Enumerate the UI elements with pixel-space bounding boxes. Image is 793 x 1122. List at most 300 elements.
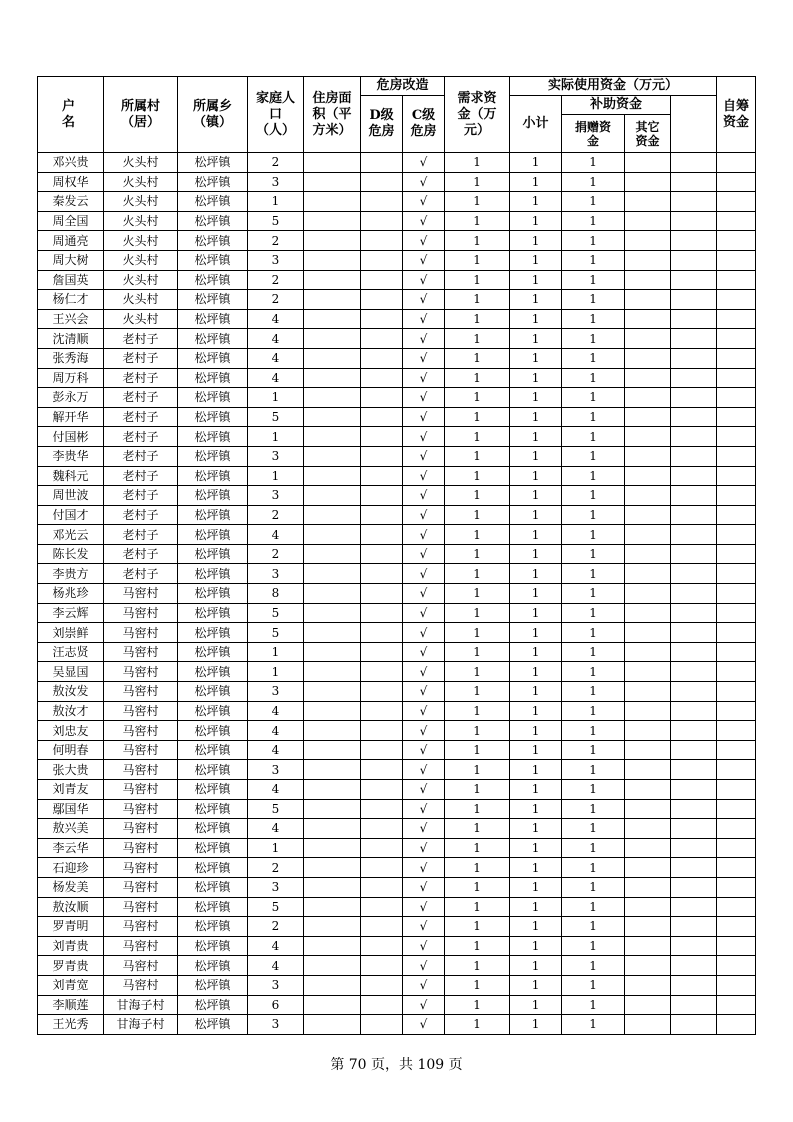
- cell-remarks: [717, 995, 756, 1015]
- cell-c-level: √: [403, 642, 445, 662]
- cell-other: [625, 780, 671, 800]
- cell-need-funds: 1: [445, 329, 510, 349]
- cell-population: 8: [248, 584, 304, 604]
- cell-area: [304, 584, 361, 604]
- cell-c-level: √: [403, 446, 445, 466]
- cell-other: [625, 799, 671, 819]
- cell-remarks: [717, 231, 756, 251]
- cell-donation: 1: [562, 760, 625, 780]
- cell-village: 火头村: [104, 270, 178, 290]
- cell-d-level: [361, 956, 403, 976]
- cell-donation: 1: [562, 721, 625, 741]
- cell-remarks: [717, 1015, 756, 1035]
- cell-population: 1: [248, 427, 304, 447]
- cell-donation: 1: [562, 858, 625, 878]
- cell-other: [625, 682, 671, 702]
- cell-other: [625, 192, 671, 212]
- cell-need-funds: 1: [445, 858, 510, 878]
- cell-c-level: √: [403, 897, 445, 917]
- cell-d-level: [361, 584, 403, 604]
- table-row: [38, 505, 756, 525]
- cell-d-level: [361, 1015, 403, 1035]
- cell-population: 3: [248, 250, 304, 270]
- cell-area: [304, 368, 361, 388]
- cell-remarks: [717, 917, 756, 937]
- table-row: [38, 662, 756, 682]
- cell-town: 松坪镇: [178, 642, 248, 662]
- cell-self-raised: [671, 917, 717, 937]
- cell-need-funds: 1: [445, 838, 510, 858]
- cell-town: 松坪镇: [178, 250, 248, 270]
- cell-area: [304, 486, 361, 506]
- table-row: [38, 623, 756, 643]
- cell-need-funds: 1: [445, 525, 510, 545]
- cell-donation: 1: [562, 329, 625, 349]
- cell-village: 火头村: [104, 309, 178, 329]
- cell-c-level: √: [403, 192, 445, 212]
- cell-c-level: √: [403, 250, 445, 270]
- cell-population: 2: [248, 231, 304, 251]
- cell-need-funds: 1: [445, 682, 510, 702]
- cell-village: 马窖村: [104, 877, 178, 897]
- cell-town: 松坪镇: [178, 368, 248, 388]
- cell-village: 甘海子村: [104, 1015, 178, 1035]
- cell-town: 松坪镇: [178, 662, 248, 682]
- table-row: [38, 799, 756, 819]
- cell-name: 刘青友: [38, 780, 104, 800]
- cell-remarks: [717, 956, 756, 976]
- cell-population: 3: [248, 760, 304, 780]
- cell-remarks: [717, 721, 756, 741]
- cell-population: 4: [248, 780, 304, 800]
- cell-population: 4: [248, 309, 304, 329]
- cell-self-raised: [671, 740, 717, 760]
- cell-need-funds: 1: [445, 642, 510, 662]
- cell-need-funds: 1: [445, 290, 510, 310]
- cell-town: 松坪镇: [178, 760, 248, 780]
- cell-donation: 1: [562, 309, 625, 329]
- cell-self-raised: [671, 564, 717, 584]
- cell-self-raised: [671, 682, 717, 702]
- cell-need-funds: 1: [445, 192, 510, 212]
- cell-town: 松坪镇: [178, 172, 248, 192]
- cell-village: 马窖村: [104, 975, 178, 995]
- cell-subtotal: 1: [510, 740, 562, 760]
- cell-need-funds: 1: [445, 623, 510, 643]
- cell-c-level: √: [403, 838, 445, 858]
- cell-d-level: [361, 877, 403, 897]
- cell-name: 周权华: [38, 172, 104, 192]
- cell-town: 松坪镇: [178, 877, 248, 897]
- cell-village: 马窖村: [104, 603, 178, 623]
- header-other: 其它资金: [625, 115, 671, 153]
- table-row: [38, 348, 756, 368]
- cell-town: 松坪镇: [178, 897, 248, 917]
- cell-need-funds: 1: [445, 995, 510, 1015]
- header-renovation: 危房改造: [361, 77, 445, 96]
- cell-remarks: [717, 153, 756, 173]
- cell-c-level: √: [403, 231, 445, 251]
- header-subtotal: 小计: [510, 96, 562, 153]
- cell-d-level: [361, 407, 403, 427]
- cell-name: 李贵方: [38, 564, 104, 584]
- cell-c-level: √: [403, 936, 445, 956]
- cell-donation: 1: [562, 368, 625, 388]
- cell-remarks: [717, 368, 756, 388]
- cell-other: [625, 897, 671, 917]
- cell-d-level: [361, 309, 403, 329]
- cell-area: [304, 192, 361, 212]
- cell-town: 松坪镇: [178, 584, 248, 604]
- cell-donation: 1: [562, 936, 625, 956]
- cell-name: 鄢国华: [38, 799, 104, 819]
- header-donation: 捐赠资金: [562, 115, 625, 153]
- cell-village: 马窖村: [104, 858, 178, 878]
- cell-town: 松坪镇: [178, 917, 248, 937]
- cell-population: 1: [248, 192, 304, 212]
- cell-need-funds: 1: [445, 231, 510, 251]
- cell-subtotal: 1: [510, 917, 562, 937]
- cell-town: 松坪镇: [178, 838, 248, 858]
- cell-d-level: [361, 642, 403, 662]
- cell-name: 吴显国: [38, 662, 104, 682]
- cell-town: 松坪镇: [178, 819, 248, 839]
- cell-area: [304, 838, 361, 858]
- cell-self-raised: [671, 662, 717, 682]
- cell-town: 松坪镇: [178, 936, 248, 956]
- cell-remarks: [717, 290, 756, 310]
- cell-population: 2: [248, 917, 304, 937]
- cell-village: 马窖村: [104, 819, 178, 839]
- cell-other: [625, 858, 671, 878]
- cell-name: 敖汝顺: [38, 897, 104, 917]
- cell-self-raised: [671, 525, 717, 545]
- cell-population: 5: [248, 897, 304, 917]
- cell-remarks: [717, 172, 756, 192]
- cell-c-level: √: [403, 740, 445, 760]
- cell-other: [625, 623, 671, 643]
- cell-self-raised: [671, 1015, 717, 1035]
- cell-other: [625, 936, 671, 956]
- cell-population: 3: [248, 486, 304, 506]
- cell-subtotal: 1: [510, 192, 562, 212]
- cell-need-funds: 1: [445, 721, 510, 741]
- cell-other: [625, 740, 671, 760]
- cell-town: 松坪镇: [178, 564, 248, 584]
- cell-need-funds: 1: [445, 897, 510, 917]
- cell-area: [304, 721, 361, 741]
- cell-self-raised: [671, 956, 717, 976]
- cell-population: 2: [248, 858, 304, 878]
- cell-c-level: √: [403, 780, 445, 800]
- relief-funds-table: [37, 76, 756, 1035]
- cell-c-level: √: [403, 1015, 445, 1035]
- cell-d-level: [361, 270, 403, 290]
- cell-name: 敖汝才: [38, 701, 104, 721]
- cell-village: 老村子: [104, 348, 178, 368]
- cell-subtotal: 1: [510, 721, 562, 741]
- cell-donation: 1: [562, 838, 625, 858]
- cell-population: 4: [248, 936, 304, 956]
- cell-remarks: [717, 819, 756, 839]
- cell-name: 魏科元: [38, 466, 104, 486]
- cell-d-level: [361, 858, 403, 878]
- cell-name: 罗青明: [38, 917, 104, 937]
- cell-donation: 1: [562, 290, 625, 310]
- cell-need-funds: 1: [445, 407, 510, 427]
- header-c-level: C级危房: [403, 96, 445, 153]
- table-row: [38, 231, 756, 251]
- cell-d-level: [361, 975, 403, 995]
- cell-population: 4: [248, 525, 304, 545]
- cell-subtotal: 1: [510, 250, 562, 270]
- cell-name: 杨兆珍: [38, 584, 104, 604]
- cell-donation: 1: [562, 446, 625, 466]
- cell-d-level: [361, 544, 403, 564]
- cell-self-raised: [671, 975, 717, 995]
- table-row: [38, 780, 756, 800]
- cell-town: 松坪镇: [178, 329, 248, 349]
- cell-population: 1: [248, 642, 304, 662]
- cell-subtotal: 1: [510, 329, 562, 349]
- cell-area: [304, 740, 361, 760]
- cell-self-raised: [671, 623, 717, 643]
- cell-d-level: [361, 388, 403, 408]
- cell-subtotal: 1: [510, 309, 562, 329]
- cell-area: [304, 446, 361, 466]
- cell-village: 马窖村: [104, 760, 178, 780]
- cell-donation: 1: [562, 544, 625, 564]
- cell-self-raised: [671, 838, 717, 858]
- cell-d-level: [361, 701, 403, 721]
- cell-population: 4: [248, 348, 304, 368]
- cell-remarks: [717, 427, 756, 447]
- cell-other: [625, 446, 671, 466]
- table-row: [38, 172, 756, 192]
- cell-d-level: [361, 525, 403, 545]
- cell-other: [625, 329, 671, 349]
- cell-self-raised: [671, 544, 717, 564]
- cell-need-funds: 1: [445, 211, 510, 231]
- cell-other: [625, 505, 671, 525]
- table-row: [38, 584, 756, 604]
- cell-village: 马窖村: [104, 701, 178, 721]
- cell-donation: 1: [562, 917, 625, 937]
- cell-subtotal: 1: [510, 231, 562, 251]
- cell-donation: 1: [562, 192, 625, 212]
- cell-population: 2: [248, 544, 304, 564]
- cell-village: 火头村: [104, 211, 178, 231]
- cell-c-level: √: [403, 877, 445, 897]
- cell-area: [304, 427, 361, 447]
- cell-self-raised: [671, 486, 717, 506]
- cell-other: [625, 1015, 671, 1035]
- cell-subtotal: 1: [510, 662, 562, 682]
- cell-remarks: [717, 505, 756, 525]
- cell-town: 松坪镇: [178, 153, 248, 173]
- cell-remarks: [717, 250, 756, 270]
- table-row: [38, 407, 756, 427]
- cell-name: 张大贵: [38, 760, 104, 780]
- table-body: [38, 153, 756, 1035]
- cell-c-level: √: [403, 584, 445, 604]
- cell-village: 火头村: [104, 231, 178, 251]
- cell-self-raised: [671, 584, 717, 604]
- cell-town: 松坪镇: [178, 780, 248, 800]
- cell-self-raised: [671, 329, 717, 349]
- table-row: [38, 388, 756, 408]
- header-actual-funds: 实际使用资金（万元）: [510, 77, 717, 96]
- cell-c-level: √: [403, 682, 445, 702]
- cell-donation: 1: [562, 780, 625, 800]
- cell-d-level: [361, 682, 403, 702]
- cell-town: 松坪镇: [178, 486, 248, 506]
- cell-population: 4: [248, 368, 304, 388]
- cell-self-raised: [671, 250, 717, 270]
- cell-other: [625, 975, 671, 995]
- cell-subtotal: 1: [510, 623, 562, 643]
- cell-area: [304, 877, 361, 897]
- cell-remarks: [717, 348, 756, 368]
- cell-donation: 1: [562, 897, 625, 917]
- cell-self-raised: [671, 368, 717, 388]
- cell-area: [304, 799, 361, 819]
- cell-subtotal: 1: [510, 897, 562, 917]
- table-row: [38, 603, 756, 623]
- cell-donation: 1: [562, 995, 625, 1015]
- cell-subtotal: 1: [510, 388, 562, 408]
- cell-population: 5: [248, 623, 304, 643]
- cell-village: 老村子: [104, 388, 178, 408]
- cell-other: [625, 368, 671, 388]
- cell-need-funds: 1: [445, 662, 510, 682]
- cell-population: 1: [248, 388, 304, 408]
- cell-self-raised: [671, 388, 717, 408]
- cell-other: [625, 153, 671, 173]
- cell-name: 刘青贵: [38, 936, 104, 956]
- cell-remarks: [717, 211, 756, 231]
- cell-subtotal: 1: [510, 427, 562, 447]
- table-row: [38, 819, 756, 839]
- cell-name: 敖兴美: [38, 819, 104, 839]
- cell-area: [304, 642, 361, 662]
- cell-self-raised: [671, 936, 717, 956]
- cell-other: [625, 838, 671, 858]
- cell-name: 李贵华: [38, 446, 104, 466]
- cell-need-funds: 1: [445, 740, 510, 760]
- cell-d-level: [361, 172, 403, 192]
- cell-town: 松坪镇: [178, 309, 248, 329]
- cell-donation: 1: [562, 505, 625, 525]
- cell-need-funds: 1: [445, 564, 510, 584]
- cell-donation: 1: [562, 877, 625, 897]
- cell-donation: 1: [562, 799, 625, 819]
- cell-donation: 1: [562, 623, 625, 643]
- cell-area: [304, 936, 361, 956]
- cell-remarks: [717, 662, 756, 682]
- cell-other: [625, 486, 671, 506]
- cell-donation: 1: [562, 662, 625, 682]
- cell-need-funds: 1: [445, 780, 510, 800]
- cell-town: 松坪镇: [178, 603, 248, 623]
- table-row: [38, 682, 756, 702]
- cell-other: [625, 231, 671, 251]
- cell-population: 3: [248, 877, 304, 897]
- cell-subtotal: 1: [510, 270, 562, 290]
- cell-c-level: √: [403, 603, 445, 623]
- cell-self-raised: [671, 211, 717, 231]
- cell-area: [304, 917, 361, 937]
- cell-name: 张秀海: [38, 348, 104, 368]
- table-row: [38, 309, 756, 329]
- cell-area: [304, 897, 361, 917]
- cell-population: 2: [248, 290, 304, 310]
- cell-c-level: √: [403, 799, 445, 819]
- cell-name: 石迎珍: [38, 858, 104, 878]
- cell-d-level: [361, 603, 403, 623]
- cell-subtotal: 1: [510, 975, 562, 995]
- cell-village: 马窖村: [104, 623, 178, 643]
- cell-subtotal: 1: [510, 838, 562, 858]
- cell-area: [304, 407, 361, 427]
- cell-need-funds: 1: [445, 505, 510, 525]
- table-row: [38, 877, 756, 897]
- cell-area: [304, 975, 361, 995]
- cell-donation: 1: [562, 407, 625, 427]
- cell-population: 2: [248, 505, 304, 525]
- cell-area: [304, 760, 361, 780]
- cell-population: 5: [248, 603, 304, 623]
- cell-population: 3: [248, 1015, 304, 1035]
- cell-remarks: [717, 192, 756, 212]
- cell-remarks: [717, 838, 756, 858]
- cell-name: 邓光云: [38, 525, 104, 545]
- cell-area: [304, 780, 361, 800]
- cell-other: [625, 760, 671, 780]
- cell-other: [625, 290, 671, 310]
- cell-d-level: [361, 348, 403, 368]
- cell-self-raised: [671, 858, 717, 878]
- cell-town: 松坪镇: [178, 544, 248, 564]
- cell-self-raised: [671, 877, 717, 897]
- cell-d-level: [361, 466, 403, 486]
- cell-name: 李云华: [38, 838, 104, 858]
- cell-other: [625, 662, 671, 682]
- cell-area: [304, 701, 361, 721]
- cell-other: [625, 642, 671, 662]
- cell-self-raised: [671, 760, 717, 780]
- cell-name: 周通亮: [38, 231, 104, 251]
- cell-c-level: √: [403, 368, 445, 388]
- cell-village: 老村子: [104, 564, 178, 584]
- cell-c-level: √: [403, 662, 445, 682]
- cell-village: 马窖村: [104, 642, 178, 662]
- cell-town: 松坪镇: [178, 388, 248, 408]
- cell-need-funds: 1: [445, 819, 510, 839]
- cell-need-funds: 1: [445, 270, 510, 290]
- cell-town: 松坪镇: [178, 682, 248, 702]
- cell-d-level: [361, 231, 403, 251]
- cell-subtotal: 1: [510, 584, 562, 604]
- cell-area: [304, 309, 361, 329]
- cell-name: 詹国英: [38, 270, 104, 290]
- cell-area: [304, 1015, 361, 1035]
- cell-subtotal: 1: [510, 858, 562, 878]
- cell-town: 松坪镇: [178, 623, 248, 643]
- cell-remarks: [717, 544, 756, 564]
- cell-d-level: [361, 721, 403, 741]
- cell-name: 李顺莲: [38, 995, 104, 1015]
